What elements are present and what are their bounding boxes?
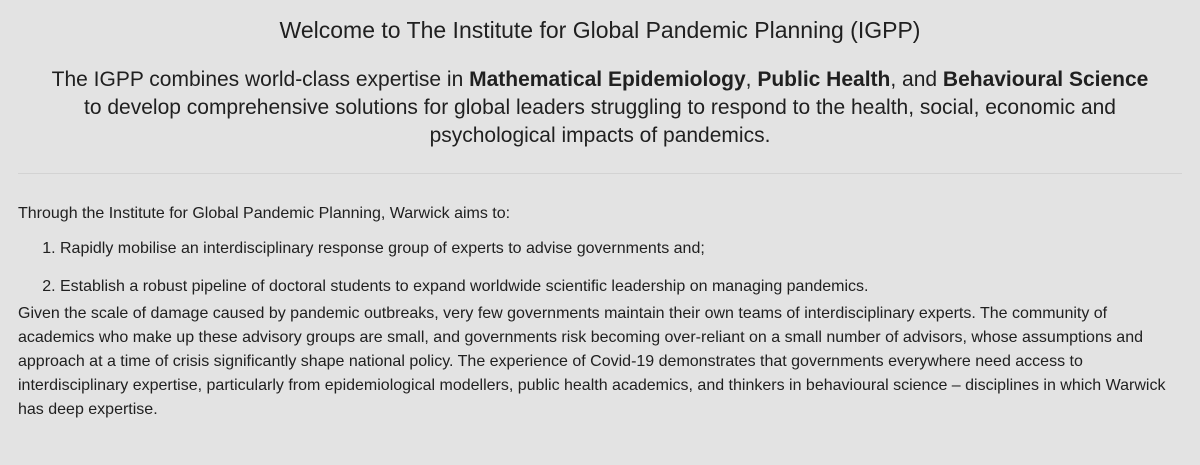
aims-intro-text: Through the Institute for Global Pandemic Planning, Warwick aims to:: [18, 205, 511, 222]
section-divider: [18, 173, 1182, 174]
intro-separator-1: ,: [745, 68, 758, 91]
aims-list: [18, 237, 1182, 299]
intro-field-mathematical-epidemiology: Mathematical Epidemiology: [469, 68, 746, 91]
context-paragraph: Given the scale of damage caused by pandemic outbreaks, very few governments maintain their own teams of interdisciplinary experts. The community of academics who make up these advisory groups are small, and governments risk becoming over-reliant on a small number of advisors, whose assumptions and approach at a time of crisis significantly shape national policy. The experience of Covid-19 demonstrates that governments everywhere need access to interdisciplinary expertise, particularly from epidemiological modellers, public health academics, and thinkers in behavioural science – disciplines in which Warwick has deep expertise.: [18, 305, 1166, 418]
intro-text-part-1: The IGPP combines world-class expertise in: [51, 68, 470, 91]
intro-field-behavioural-science: Behavioural Science: [942, 68, 1149, 91]
intro-text-part-2: to develop comprehensive solutions for global leaders struggling to respond to the health, social, economic and psychological impacts of pandemics.: [84, 96, 1116, 147]
aim-item-1: 1. Rapidly mobilise an interdisciplinary response group of experts to advise governments and;: [60, 237, 1182, 261]
intro-field-public-health: Public Health: [757, 68, 891, 91]
page-title: Welcome to The Institute for Global Pandemic Planning (IGPP): [279, 17, 921, 43]
aim-item-2: 2. Establish a robust pipeline of doctoral students to expand worldwide scientific leadership on managing pandemics.: [60, 275, 1182, 299]
intro-separator-2: , and: [890, 68, 943, 91]
intro-summary: [18, 66, 1182, 150]
